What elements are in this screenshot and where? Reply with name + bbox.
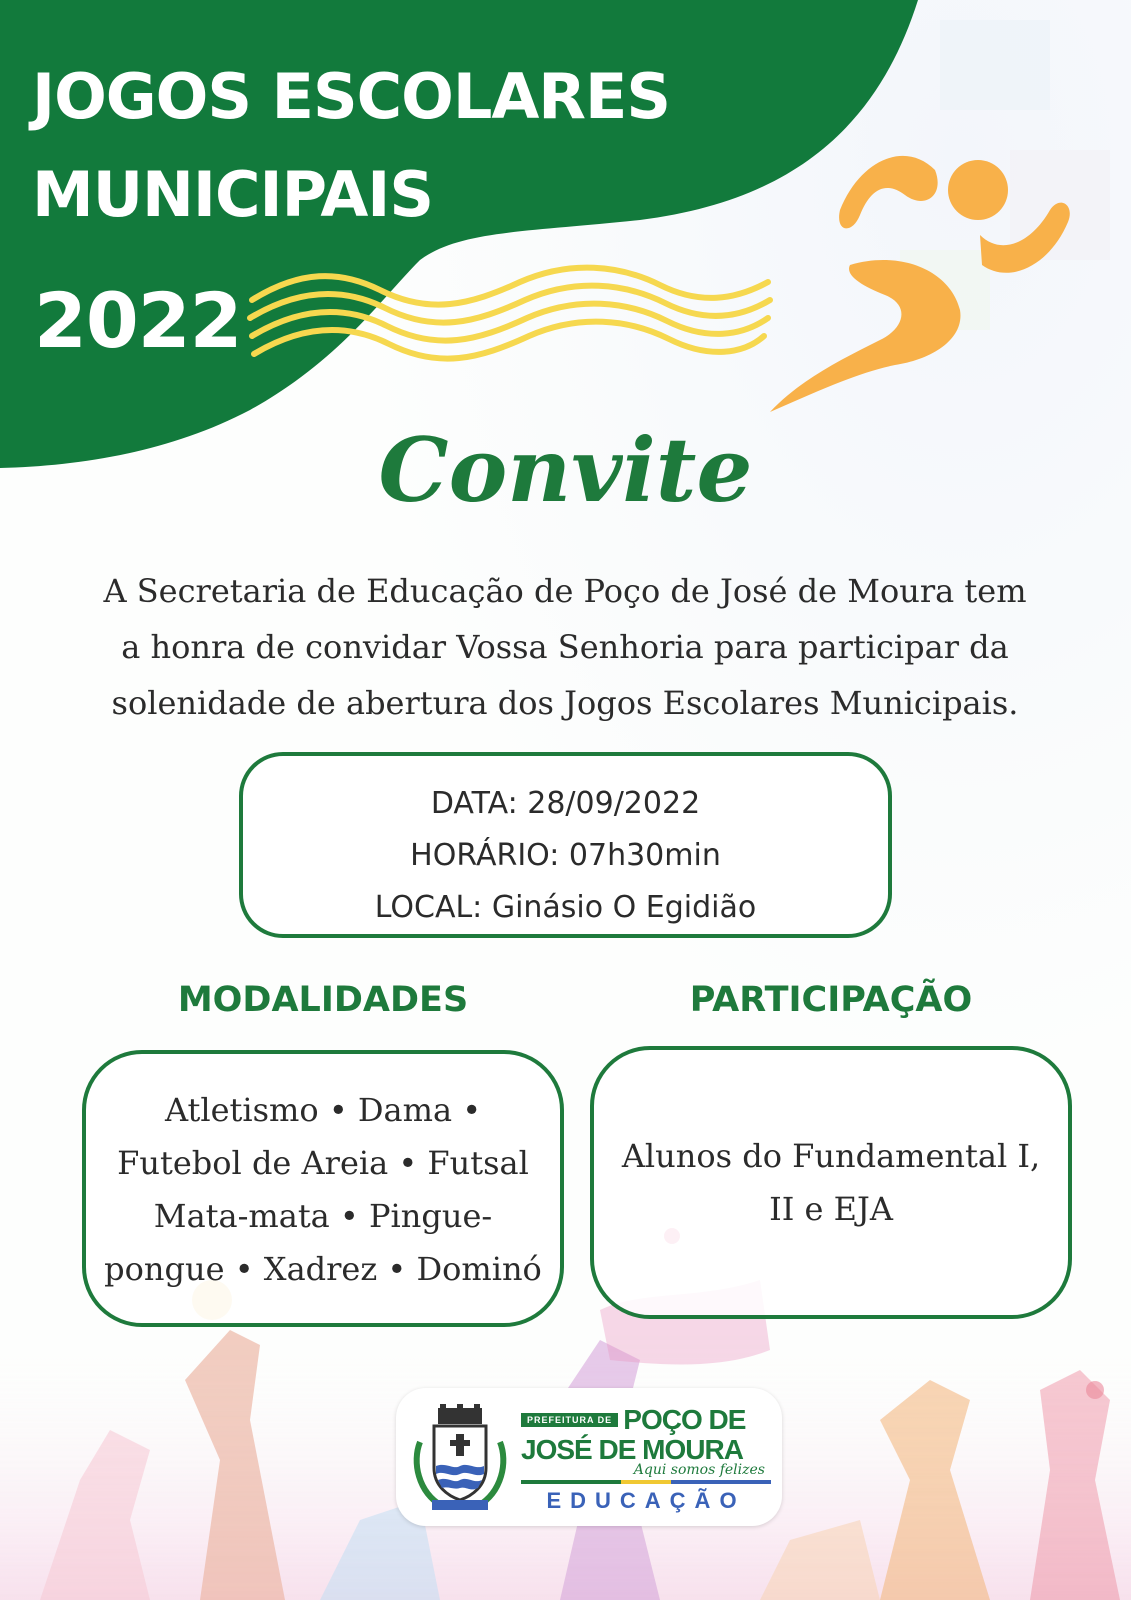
color-stripe <box>521 1480 771 1484</box>
event-year: 2022 <box>34 276 242 365</box>
participacao-title: PARTICIPAÇÃO <box>689 980 973 1020</box>
municipality-logo <box>396 1388 782 1526</box>
event-date: DATA: 28/09/2022 <box>430 786 701 821</box>
event-details-box <box>239 752 892 938</box>
intro-line-2: a honra de convidar Vossa Senhoria para participar da <box>121 628 1009 666</box>
title-line-2: MUNICIPAIS <box>32 158 434 231</box>
invite-paragraph <box>60 563 1070 731</box>
city-name-line-2: JOSÉ DE MOURA <box>521 1434 743 1465</box>
modalidades-line-4: pongue • Xadrez • Dominó <box>104 1250 542 1288</box>
intro-line-1: A Secretaria de Educação de Poço de José de Moura tem <box>103 572 1027 610</box>
participacao-text <box>606 1130 1056 1236</box>
modalidades-line-3: Mata-mata • Pingue- <box>153 1197 493 1235</box>
title-line-1: JOGOS ESCOLARES <box>32 60 671 133</box>
modalidades-title: MODALIDADES <box>177 980 469 1020</box>
department-label: EDUCAÇÃO <box>546 1488 746 1513</box>
city-name-line-1: POÇO DE <box>623 1404 746 1435</box>
participacao-line-1: Alunos do Fundamental I, <box>621 1137 1041 1175</box>
participacao-line-2: II e EJA <box>769 1190 893 1228</box>
coat-of-arms-icon <box>412 1402 508 1514</box>
event-location: LOCAL: Ginásio O Egidião <box>374 890 757 925</box>
participacao-box <box>590 1046 1072 1319</box>
invite-heading: Convite <box>378 418 753 522</box>
prefeitura-label: PREFEITURA DE <box>521 1413 618 1427</box>
modalidades-line-2: Futebol de Areia • Futsal <box>117 1144 529 1182</box>
intro-line-3: solenidade de abertura dos Jogos Escolares Municipais. <box>111 684 1019 722</box>
city-slogan: Aqui somos felizes <box>633 1462 765 1478</box>
modalidades-box <box>82 1050 564 1327</box>
logo-wordmark <box>521 1404 771 1514</box>
modalidades-list <box>98 1084 548 1296</box>
event-time: HORÁRIO: 07h30min <box>410 838 721 873</box>
event-title <box>32 48 670 244</box>
modalidades-line-1: Atletismo • Dama • <box>164 1091 482 1129</box>
